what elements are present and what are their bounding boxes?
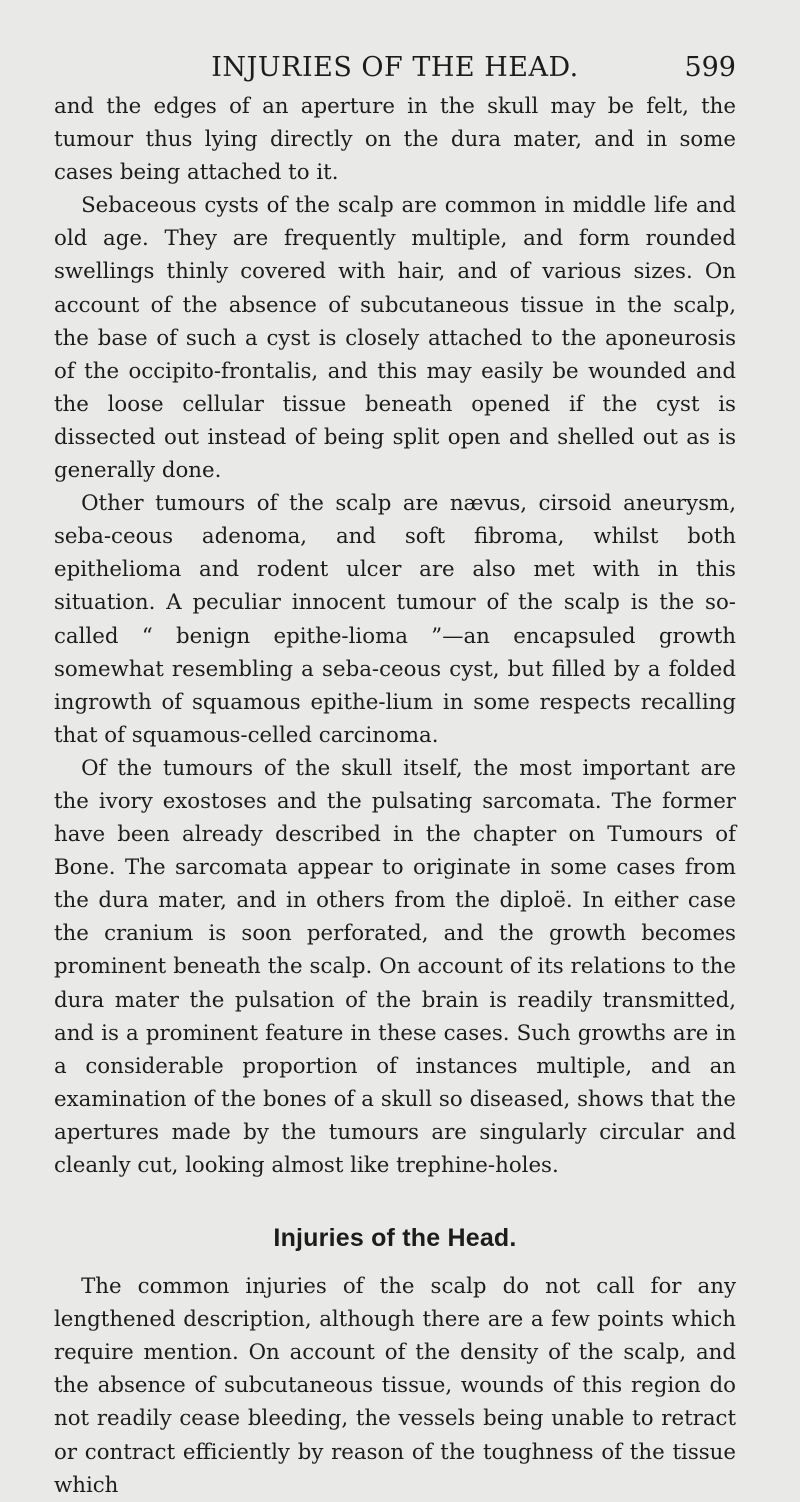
paragraph-sebaceous-cysts: Sebaceous cysts of the scalp are common in middle life and old age. They are frequently multiple, and form rounded swellings thinly covered with hair, and of various sizes. On account of the absence of subcutaneous tissue in the scalp, the base of such a cyst is closely attached to the aponeurosis of the occipito-frontalis, and this may easily be wounded and the loose cellular tissue beneath opened if the cyst is dissected out instead of being split open and shelled out as is generally done.: [54, 193, 736, 484]
running-title: INJURIES OF THE HEAD.: [211, 52, 579, 83]
paragraph-continuation: and the edges of an aperture in the skull may be felt, the tumour thus lying directly on the dura mater, and in some cases being attached to it.: [54, 94, 736, 186]
paragraph-injuries-scalp: The common injuries of the scalp do not call for any lengthened description, although there are a few points which require mention. On account of the density of the scalp, and the absence of subcutaneous tissue, wounds of this region do not readily cease bleeding, the vessels being unable to retract or contract efficiently by reason of the toughness of the tissue which: [54, 1274, 736, 1498]
running-header: [54, 48, 736, 88]
paragraph-skull-tumours: Of the tumours of the skull itself, the most important are the ivory exostoses and the pulsating sarcomata. The former have been already described in the chapter on Tumours of Bone. The sarcomata appear to originate in some cases from the dura mater, and in others from the diploë. In either case the cranium is soon perforated, and the growth becomes prominent beneath the scalp. On account of its relations to the dura mater the pulsation of the brain is readily transmitted, and is a prominent feature in these cases. Such growths are in a considerable proportion of instances multiple, and an examination of the bones of a skull so diseased, shows that the apertures made by the tumours are singularly circular and cleanly cut, looking almost like trephine-holes.: [54, 755, 736, 1178]
body-text: [54, 90, 736, 1502]
paragraph-other-tumours: Other tumours of the scalp are nævus, cirsoid aneurysm, seba-ceous adenoma, and soft fibroma, whilst both epithelioma and rodent ulcer are also met with in this situation. A peculiar innocent tumour of the scalp is the so-called “ benign epithe-lioma ”—an encapsuled growth somewhat resembling a seba-ceous cyst, but filled by a folded ingrowth of squamous epithe-lium in some respects recalling that of squamous-celled carcinoma.: [54, 491, 736, 748]
section-heading: Injuries of the Head.: [273, 1224, 517, 1253]
page-number: 599: [684, 52, 736, 83]
